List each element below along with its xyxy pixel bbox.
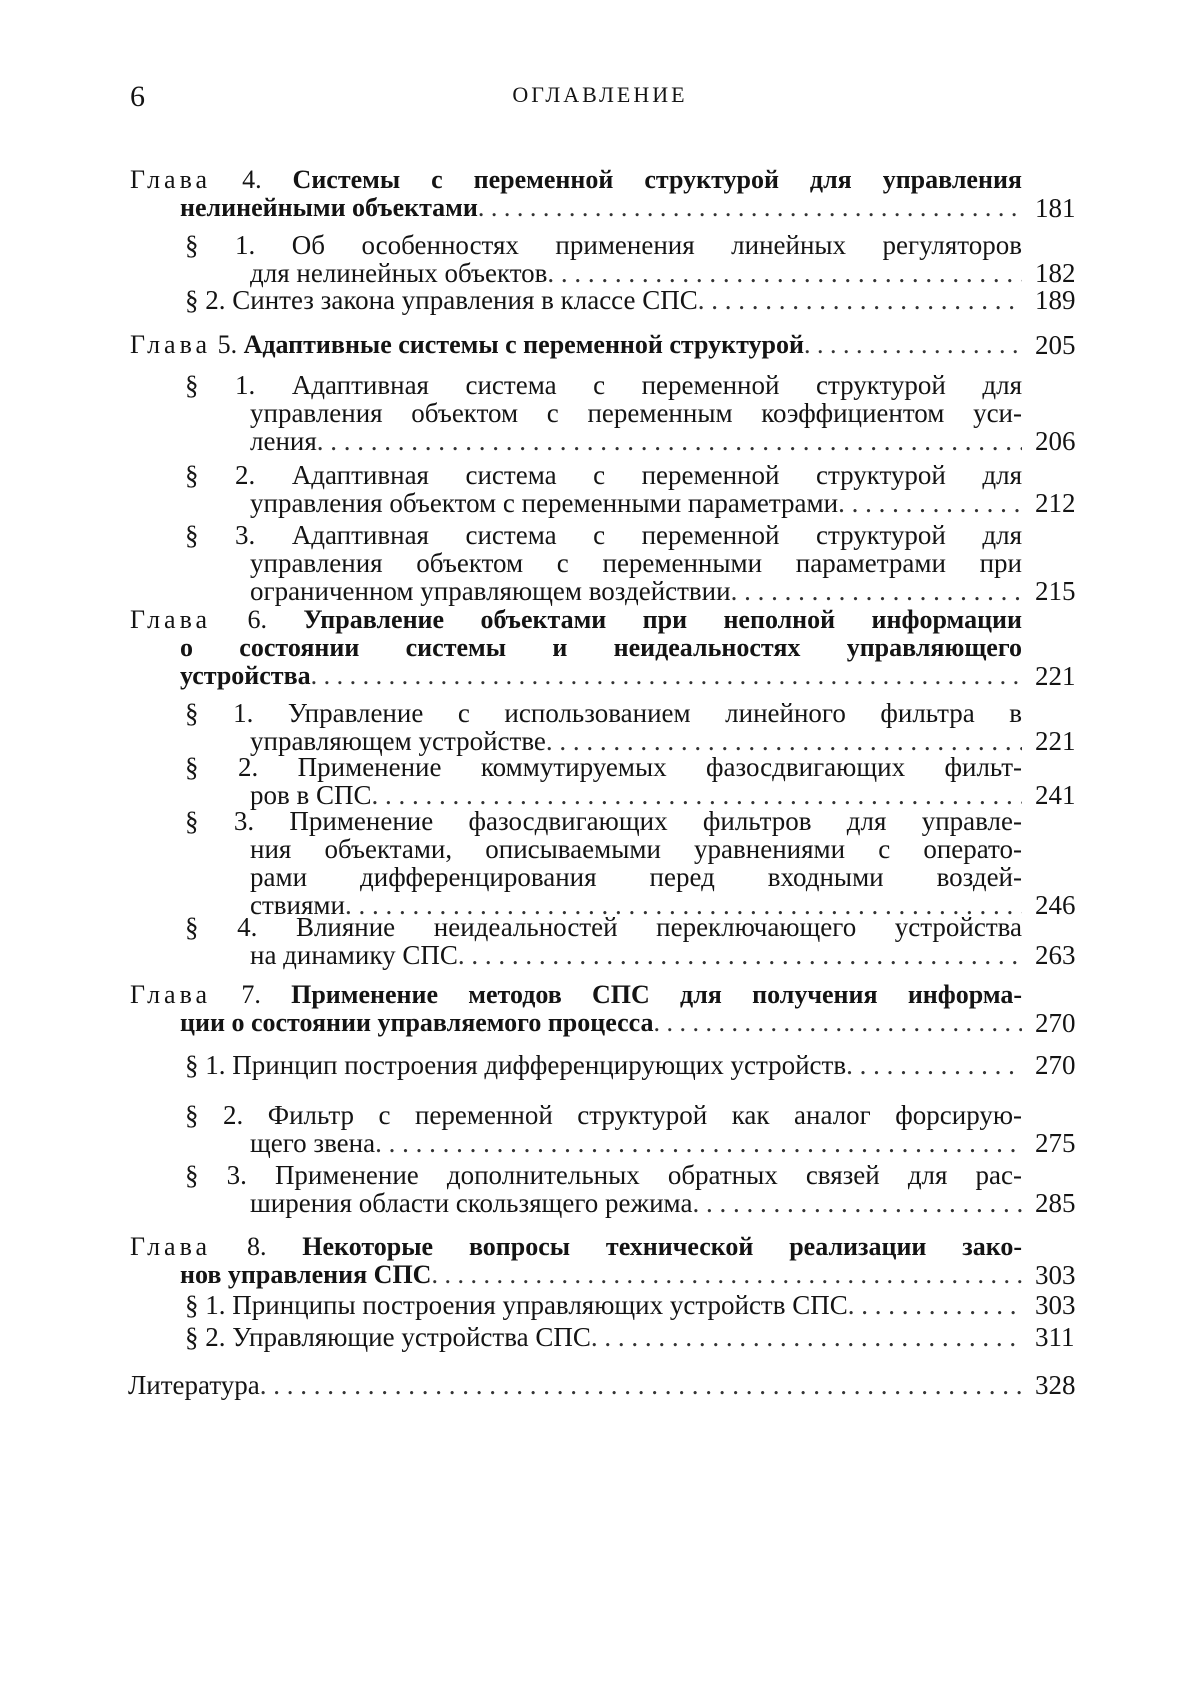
chapter-label: Глава bbox=[130, 980, 212, 1009]
section-title: управляющем устройстве bbox=[250, 726, 546, 756]
toc-page-ref: 215 bbox=[1035, 576, 1076, 606]
chapter-title: о состоянии системы и неидеальностях управляющего bbox=[180, 633, 1022, 662]
entry-title: Литература bbox=[128, 1370, 260, 1400]
chapter-title: Адаптивные системы с переменной структурой bbox=[243, 330, 804, 359]
toc-page-ref: 303 bbox=[1035, 1290, 1076, 1320]
dot-leader bbox=[458, 940, 1022, 970]
dot-leader bbox=[317, 426, 1022, 456]
toc-entry-line bbox=[130, 1232, 1022, 1262]
toc-entry-line bbox=[130, 165, 1022, 195]
dot-leader bbox=[478, 193, 1022, 223]
toc-page-ref: 263 bbox=[1035, 940, 1076, 970]
section-number: § 1. bbox=[185, 370, 256, 400]
toc-page-ref: 189 bbox=[1035, 285, 1076, 315]
toc-entry-line bbox=[250, 426, 1022, 456]
section-number: § 3. bbox=[185, 806, 255, 836]
dot-leader bbox=[692, 1188, 1022, 1218]
chapter-title: устройства bbox=[180, 661, 311, 690]
chapter-title: Некоторые вопросы технической реализации зако- bbox=[302, 1232, 1022, 1261]
chapter-title: нов управления СПС bbox=[180, 1260, 432, 1289]
toc-entry-line bbox=[185, 285, 1022, 315]
section-title: ления bbox=[250, 426, 317, 456]
toc-entry-line bbox=[180, 1008, 1022, 1038]
toc-page-ref: 270 bbox=[1035, 1008, 1076, 1038]
section-title: рами дифференцирования перед входными воздей- bbox=[250, 862, 1022, 892]
dot-leader bbox=[375, 1128, 1022, 1158]
dot-leader bbox=[591, 1322, 1022, 1352]
toc-entry-line bbox=[180, 193, 1022, 223]
toc-entry-line bbox=[250, 398, 1022, 428]
section-title: управления объектом с переменными параметрами bbox=[250, 488, 839, 518]
section-title: Синтез закона управления в классе СПС bbox=[232, 285, 698, 315]
section-number: § 2. bbox=[185, 460, 256, 490]
section-title: Применение фазосдвигающих фильтров для управле- bbox=[289, 806, 1022, 836]
dot-leader bbox=[846, 1050, 1022, 1080]
toc-entry-line bbox=[185, 1290, 1022, 1320]
toc-page-ref: 275 bbox=[1035, 1128, 1076, 1158]
section-title: Принцип построения дифференцирующих устройств bbox=[232, 1050, 847, 1080]
dot-leader bbox=[848, 1290, 1022, 1320]
toc-entry-line bbox=[250, 940, 1022, 970]
section-title: ствиями bbox=[250, 890, 345, 920]
section-number: § 4. bbox=[185, 912, 258, 942]
chapter-number: 7. bbox=[241, 980, 261, 1009]
dot-leader bbox=[804, 330, 1022, 360]
section-number: § 1. bbox=[185, 1050, 226, 1080]
chapter-number: 8. bbox=[246, 1232, 267, 1261]
dot-leader bbox=[698, 285, 1022, 315]
section-title: ров в СПС bbox=[250, 780, 372, 810]
toc-entry-line bbox=[250, 576, 1022, 606]
toc-page-ref: 311 bbox=[1035, 1322, 1075, 1352]
toc-page-ref: 241 bbox=[1035, 780, 1076, 810]
section-title: ширения области скользящего режима bbox=[250, 1188, 693, 1218]
toc-page-ref: 246 bbox=[1035, 890, 1076, 920]
dot-leader bbox=[654, 1008, 1023, 1038]
section-title: Применение коммутируемых фазосдвигающих фильт- bbox=[297, 752, 1022, 782]
toc-entry-line bbox=[250, 258, 1022, 288]
toc-entry-line bbox=[185, 230, 1022, 260]
section-title: ния объектами, описываемыми уравнениями с операто- bbox=[250, 834, 1022, 864]
section-title: Об особенностях применения линейных регуляторов bbox=[291, 230, 1022, 260]
dot-leader bbox=[260, 1370, 1022, 1400]
section-title: Адаптивная система с переменной структурой для bbox=[291, 370, 1022, 400]
page-number: 6 bbox=[130, 80, 145, 113]
toc-entry-line bbox=[250, 834, 1022, 864]
section-number: § 2. bbox=[185, 752, 259, 782]
section-title: Принципы построения управляющих устройств СПС bbox=[232, 1290, 848, 1320]
chapter-title: Системы с переменной структурой для управления bbox=[292, 165, 1022, 194]
toc-entry-line bbox=[130, 605, 1022, 635]
toc-entry-line bbox=[250, 548, 1022, 578]
section-title: Влияние неидеальностей переключающего устройства bbox=[295, 912, 1022, 942]
dot-leader bbox=[547, 258, 1022, 288]
chapter-title: Управление объектами при неполной информации bbox=[303, 605, 1022, 634]
dot-leader bbox=[838, 488, 1022, 518]
chapter-label: Глава bbox=[130, 605, 212, 634]
toc-page-ref: 221 bbox=[1035, 726, 1076, 756]
toc-page-ref: 270 bbox=[1035, 1050, 1076, 1080]
chapter-title: нелинейными объектами bbox=[180, 193, 478, 222]
toc-entry-line bbox=[130, 330, 1022, 360]
dot-leader bbox=[431, 1260, 1022, 1290]
toc-page-ref: 303 bbox=[1035, 1260, 1076, 1290]
chapter-number: 4. bbox=[242, 165, 262, 194]
section-number: § 1. bbox=[185, 698, 254, 728]
toc-entry-line bbox=[130, 980, 1022, 1010]
toc-entry-line bbox=[250, 488, 1022, 518]
toc-entry-line bbox=[250, 1188, 1022, 1218]
toc-page-ref: 206 bbox=[1035, 426, 1076, 456]
chapter-number: 6. bbox=[247, 605, 267, 634]
chapter-label: Глава bbox=[130, 330, 212, 359]
toc-page-ref: 182 bbox=[1035, 258, 1076, 288]
section-title: управления объектом с переменным коэффициентом уси- bbox=[250, 398, 1022, 428]
toc-entry-line bbox=[180, 1260, 1022, 1290]
section-title: на динамику СПС bbox=[250, 940, 458, 970]
chapter-label: Глава bbox=[130, 1232, 212, 1261]
section-title: Управляющие устройства СПС bbox=[232, 1322, 591, 1352]
toc-entry-line bbox=[185, 1050, 1022, 1080]
section-title: Фильтр с переменной структурой как аналог форсирую- bbox=[267, 1100, 1022, 1130]
chapter-number: 5. bbox=[217, 330, 238, 359]
section-title: Управление с использованием линейного фильтра в bbox=[287, 698, 1022, 728]
toc-page-ref: 328 bbox=[1035, 1370, 1076, 1400]
section-number: § 1. bbox=[185, 230, 256, 260]
dot-leader bbox=[311, 661, 1022, 691]
toc-entry-line bbox=[185, 912, 1022, 942]
section-title: Применение дополнительных обратных связей для рас- bbox=[274, 1160, 1022, 1190]
toc-page-ref: 221 bbox=[1035, 661, 1076, 691]
toc-entry-line bbox=[185, 1322, 1022, 1352]
chapter-title: ции о состоянии управляемого процесса bbox=[180, 1008, 654, 1037]
chapter-title: Применение методов СПС для получения информа- bbox=[291, 980, 1022, 1009]
chapter-label: Глава bbox=[130, 165, 212, 194]
section-number: § 3. bbox=[185, 520, 256, 550]
toc-entry-line bbox=[250, 1128, 1022, 1158]
toc-entry-line bbox=[185, 460, 1022, 490]
toc-page-ref: 181 bbox=[1035, 193, 1076, 223]
toc-entry-line bbox=[185, 752, 1022, 782]
section-number: § 2. bbox=[185, 1100, 244, 1130]
toc-page-ref: 285 bbox=[1035, 1188, 1076, 1218]
running-head: ОГЛАВЛЕНИЕ bbox=[512, 82, 688, 107]
section-number: § 3. bbox=[185, 1160, 247, 1190]
section-title: Адаптивная система с переменной структурой для bbox=[291, 520, 1022, 550]
dot-leader bbox=[731, 576, 1022, 606]
section-title: управления объектом с переменными параметрами при bbox=[250, 548, 1022, 578]
section-number: § 2. bbox=[185, 1322, 226, 1352]
toc-entry-line bbox=[185, 1160, 1022, 1190]
section-title: для нелинейных объектов bbox=[250, 258, 548, 288]
toc-entry-line bbox=[250, 862, 1022, 892]
toc-entry-line bbox=[185, 370, 1022, 400]
toc-entry-line bbox=[185, 806, 1022, 836]
toc-page-ref: 212 bbox=[1035, 488, 1076, 518]
toc-page-ref: 205 bbox=[1035, 330, 1076, 360]
section-number: § 2. bbox=[185, 285, 226, 315]
toc-entry-line bbox=[128, 1370, 1022, 1400]
toc-entry-line bbox=[180, 661, 1022, 691]
toc-entry-line bbox=[185, 520, 1022, 550]
section-title: Адаптивная система с переменной структурой для bbox=[291, 460, 1022, 490]
toc-entry-line bbox=[185, 1100, 1022, 1130]
section-title: щего звена bbox=[250, 1128, 376, 1158]
section-number: § 1. bbox=[185, 1290, 226, 1320]
toc-entry-line bbox=[185, 698, 1022, 728]
section-title: ограниченном управляющем воздействии bbox=[250, 576, 731, 606]
toc-entry-line bbox=[180, 633, 1022, 663]
